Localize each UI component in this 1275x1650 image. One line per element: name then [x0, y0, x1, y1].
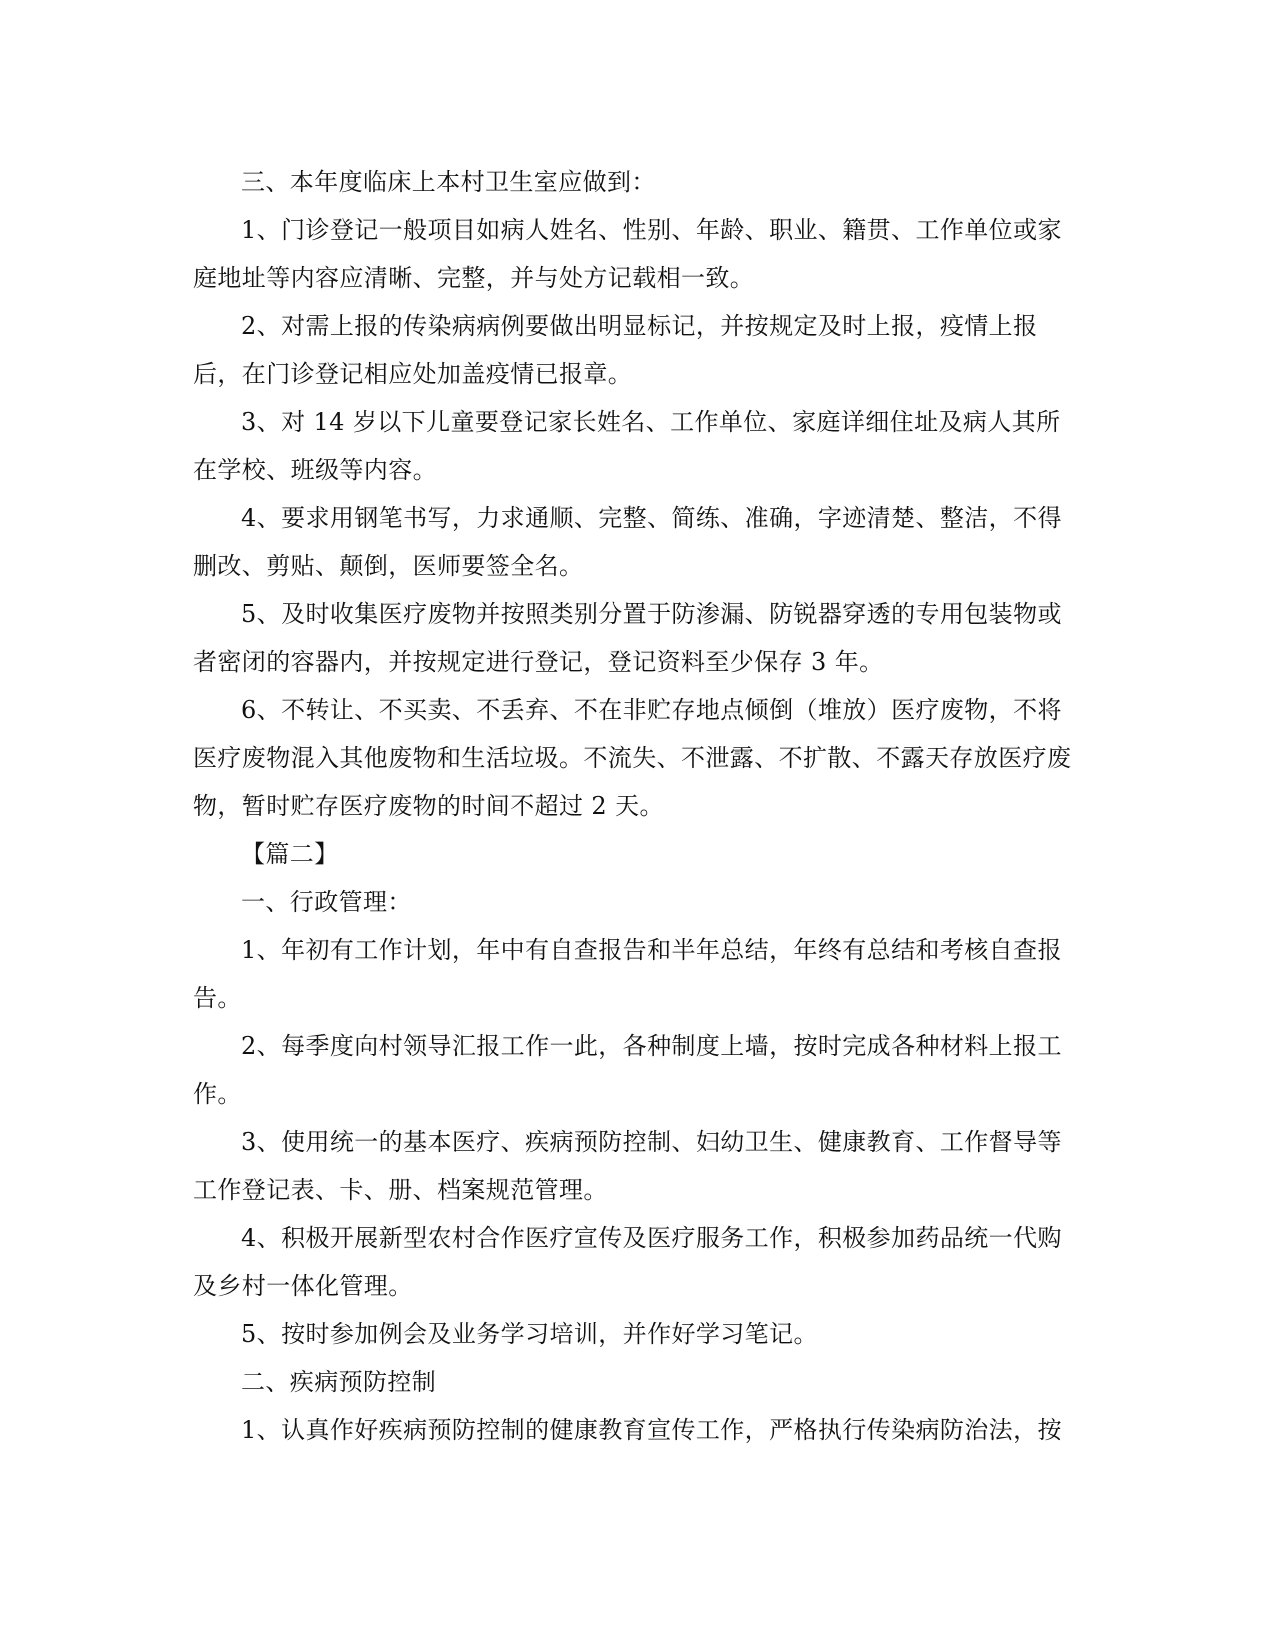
- paragraph-item-2: 2、对需上报的传染病病例要做出明显标记，并按规定及时上报，疫情上报后，在门诊登记相应处加盖疫情已报章。: [193, 312, 1038, 388]
- paragraph-admin-2: 2、每季度向村领导汇报工作一此，各种制度上墙，按时完成各种材料上报工作。: [193, 1032, 1062, 1108]
- paragraph-item-3: 3、对 14 岁以下儿童要登记家长姓名、工作单位、家庭详细住址及病人其所在学校、班级等内容。: [193, 408, 1061, 484]
- paragraph-item-1: 1、门诊登记一般项目如病人姓名、性别、年龄、职业、籍贯、工作单位或家庭地址等内容应清晰、完整，并与处方记载相一致。: [193, 216, 1062, 292]
- paragraph-admin-5: 5、按时参加例会及业务学习培训，并作好学习笔记。: [241, 1320, 818, 1348]
- paragraph-admin-4: 4、积极开展新型农村合作医疗宣传及医疗服务工作，积极参加药品统一代购及乡村一体化管理。: [193, 1224, 1062, 1300]
- document-body: [193, 158, 1073, 1454]
- section-heading-disease-control: 二、疾病预防控制: [241, 1368, 437, 1396]
- paragraph-admin-1: 1、年初有工作计划，年中有自查报告和半年总结，年终有总结和考核自查报告。: [193, 936, 1062, 1012]
- section-heading-three: 三、本年度临床上本村卫生室应做到：: [241, 168, 656, 196]
- article-heading-part-two: 【篇二】: [241, 840, 339, 868]
- paragraph-disease-1: 1、认真作好疾病预防控制的健康教育宣传工作，严格执行传染病防治法，按: [241, 1416, 1062, 1444]
- paragraph-item-5: 5、及时收集医疗废物并按照类别分置于防渗漏、防锐器穿透的专用包装物或者密闭的容器内，并按规定进行登记，登记资料至少保存 3 年。: [193, 600, 1062, 676]
- paragraph-item-4: 4、要求用钢笔书写，力求通顺、完整、简练、准确，字迹清楚、整洁，不得删改、剪贴、颠倒，医师要签全名。: [193, 504, 1062, 580]
- paragraph-admin-3: 3、使用统一的基本医疗、疾病预防控制、妇幼卫生、健康教育、工作督导等工作登记表、卡、册、档案规范管理。: [193, 1128, 1062, 1204]
- section-heading-administration: 一、行政管理：: [241, 888, 412, 916]
- paragraph-item-6: 6、不转让、不买卖、不丢弃、不在非贮存地点倾倒（堆放）医疗废物，不将医疗废物混入其他废物和生活垃圾。不流失、不泄露、不扩散、不露天存放医疗废物，暂时贮存医疗废物的时间不超过 2 天。: [193, 696, 1072, 820]
